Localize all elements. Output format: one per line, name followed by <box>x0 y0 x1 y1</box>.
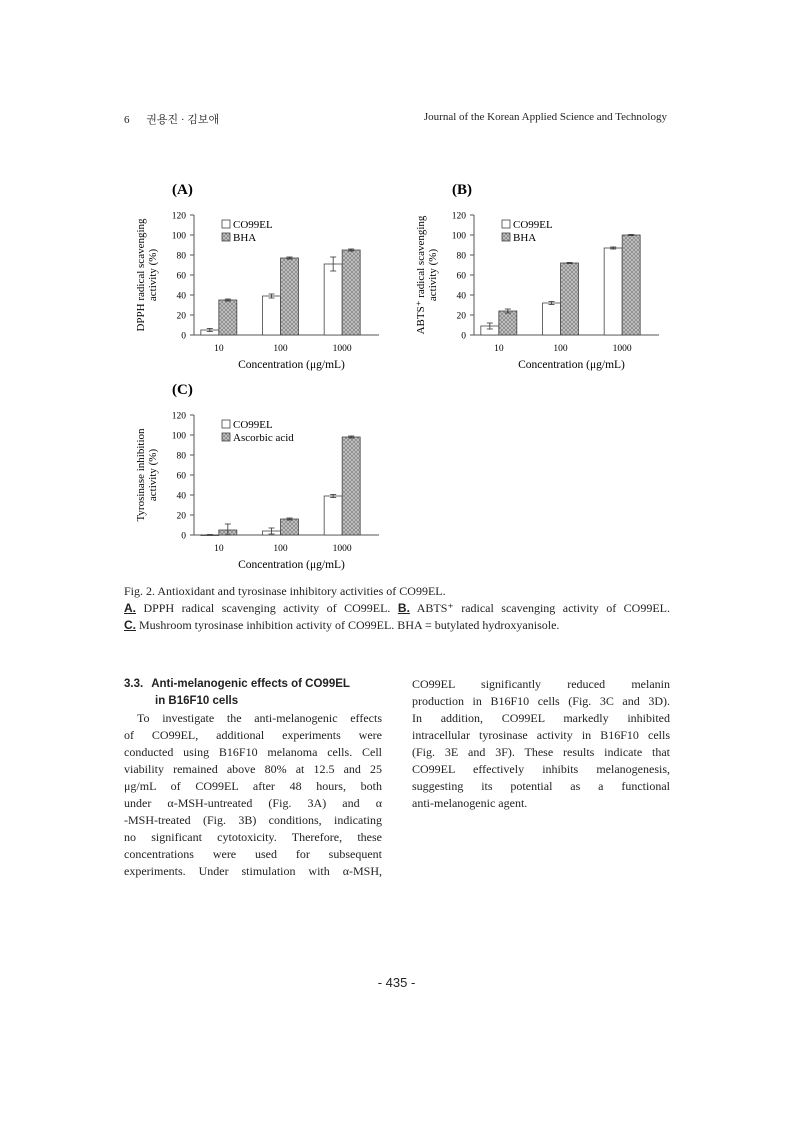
x-tick-label: 1000 <box>332 344 352 354</box>
x-axis-label: Concentration (μg/mL) <box>518 359 625 371</box>
y-tick-label: 20 <box>456 311 466 322</box>
legend-swatch <box>222 420 230 428</box>
y-tick-label: 40 <box>456 291 466 302</box>
section-number: 3.3. <box>124 678 144 690</box>
panel-label: (C) <box>172 382 193 398</box>
bar <box>499 311 517 335</box>
bar <box>342 437 360 535</box>
caption-text-c: Mushroom tyrosinase inhibition activity of CO99EL. BHA = butylated hydroxyanisole. <box>139 618 560 632</box>
y-tick-label: 20 <box>176 511 186 522</box>
bar <box>281 519 299 535</box>
bar <box>324 496 342 535</box>
y-tick-label: 80 <box>176 251 186 262</box>
y-tick-label: 20 <box>176 311 186 322</box>
chart-dpph <box>124 170 394 375</box>
x-tick-label: 100 <box>273 544 288 554</box>
y-tick-label: 60 <box>456 271 466 282</box>
legend-label: CO99EL <box>233 419 273 431</box>
bar <box>543 303 561 335</box>
figure-caption <box>124 583 670 634</box>
x-tick-label: 10 <box>214 544 224 554</box>
x-tick-label: 10 <box>214 344 224 354</box>
legend-swatch <box>502 233 510 241</box>
text-line: conducted using B16F10 melanoma cells. Cell <box>124 745 382 759</box>
legend-label: BHA <box>513 232 537 244</box>
x-axis-label: Concentration (μg/mL) <box>238 359 345 371</box>
text-line: no significant cytotoxicity. Therefore, these <box>124 830 382 844</box>
legend-label: CO99EL <box>513 219 553 231</box>
text-line: suggesting its potential as a functional <box>412 779 670 793</box>
text-line: (Fig. 3E and 3F). These results indicate that <box>412 745 670 759</box>
section-heading <box>124 676 382 710</box>
text-line: To investigate the anti-melanogenic effects <box>137 711 382 725</box>
chart-tyrosinase <box>124 370 394 575</box>
x-tick-label: 1000 <box>612 344 632 354</box>
caption-label-a: A. <box>124 601 136 615</box>
section-title-line2: in B16F10 cells <box>155 695 239 707</box>
y-tick-label: 120 <box>171 411 186 422</box>
caption-text-a: DPPH radical scavenging activity of CO99EL. <box>143 601 391 615</box>
caption-a <box>124 600 670 617</box>
panel-label: (B) <box>452 182 472 198</box>
y-axis-label: activity (%) <box>147 448 159 502</box>
bar <box>324 264 342 335</box>
text-line: CO99EL effectively inhibits melanogenesis, <box>412 762 670 776</box>
caption-label-c: C. <box>124 618 136 632</box>
x-tick-label: 100 <box>273 344 288 354</box>
y-axis-label: ABTS⁺ radical scavenging <box>415 215 427 335</box>
y-tick-label: 0 <box>181 531 186 542</box>
legend-swatch <box>222 233 230 241</box>
x-tick-label: 1000 <box>332 544 352 554</box>
legend-label: BHA <box>233 232 257 244</box>
text-line: intracellular tyrosinase activity in B16F10 cells <box>412 728 670 742</box>
y-axis-label: DPPH radical scavenging <box>135 218 147 332</box>
caption-text-b: ABTS⁺ radical scavenging activity of CO99EL. <box>416 601 671 615</box>
legend-label: Ascorbic acid <box>233 432 294 444</box>
text-line: under α-MSH-untreated (Fig. 3A) and α <box>124 796 382 810</box>
y-tick-label: 100 <box>171 431 186 442</box>
authors: 권용진 · 김보애 <box>146 114 220 126</box>
text-line: experiments. Under stimulation with α-MSH, <box>124 864 382 878</box>
y-tick-label: 120 <box>451 211 466 222</box>
y-axis-label: activity (%) <box>427 248 439 302</box>
text-line: concentrations were used for subsequent <box>124 847 382 861</box>
bar <box>604 248 622 335</box>
y-tick-label: 60 <box>176 471 186 482</box>
text-line: of CO99EL, additional experiments were <box>124 728 382 742</box>
panel-label: (A) <box>172 182 193 198</box>
journal-name: Journal of the Korean Applied Science and Technology <box>423 111 667 123</box>
text-line: μg/mL of CO99EL after 48 hours, both <box>124 779 382 793</box>
text-column-left <box>124 676 382 880</box>
x-tick-label: 100 <box>553 344 568 354</box>
text-line: In addition, CO99EL markedly inhibited <box>412 711 670 725</box>
paragraph-right <box>412 676 670 812</box>
running-header-left <box>124 111 219 127</box>
y-tick-label: 100 <box>451 231 466 242</box>
bar <box>263 296 281 335</box>
legend-label: CO99EL <box>233 219 273 231</box>
legend-swatch <box>502 220 510 228</box>
legend-swatch <box>222 433 230 441</box>
section-title-line1: Anti-melanogenic effects of CO99EL <box>151 678 350 690</box>
caption-label-b: B. <box>397 601 410 615</box>
paragraph-left <box>124 710 382 880</box>
y-axis-label: Tyrosinase inhibition <box>135 428 147 522</box>
text-line: viability remained above 80% at 12.5 and 25 <box>124 762 382 776</box>
y-tick-label: 120 <box>171 211 186 222</box>
x-axis-label: Concentration (μg/mL) <box>238 559 345 571</box>
y-tick-label: 40 <box>176 491 186 502</box>
chart-abts <box>404 170 674 375</box>
text-column-right <box>412 676 670 812</box>
y-axis-label: activity (%) <box>147 248 159 302</box>
text-line: production in B16F10 cells (Fig. 3C and 3D). <box>412 694 670 708</box>
y-tick-label: 0 <box>461 331 466 342</box>
text-line: anti-melanogenic agent. <box>412 796 528 810</box>
y-tick-label: 80 <box>456 251 466 262</box>
bar <box>342 250 360 335</box>
y-tick-label: 60 <box>176 271 186 282</box>
x-tick-label: 10 <box>494 344 504 354</box>
bar <box>281 258 299 335</box>
bar <box>561 263 579 335</box>
text-line: -MSH-treated (Fig. 3B) conditions, indicating <box>124 813 382 827</box>
page-number: 6 <box>124 114 130 126</box>
y-tick-label: 0 <box>181 331 186 342</box>
bar <box>219 300 237 335</box>
caption-c <box>124 617 670 634</box>
text-line: CO99EL significantly reduced melanin <box>412 677 670 691</box>
y-tick-label: 80 <box>176 451 186 462</box>
y-tick-label: 40 <box>176 291 186 302</box>
caption-title: Fig. 2. Antioxidant and tyrosinase inhibitory activities of CO99EL. <box>124 584 446 598</box>
y-tick-label: 100 <box>171 231 186 242</box>
legend-swatch <box>222 220 230 228</box>
page-footer: - 435 - <box>377 975 416 990</box>
bar <box>622 235 640 335</box>
